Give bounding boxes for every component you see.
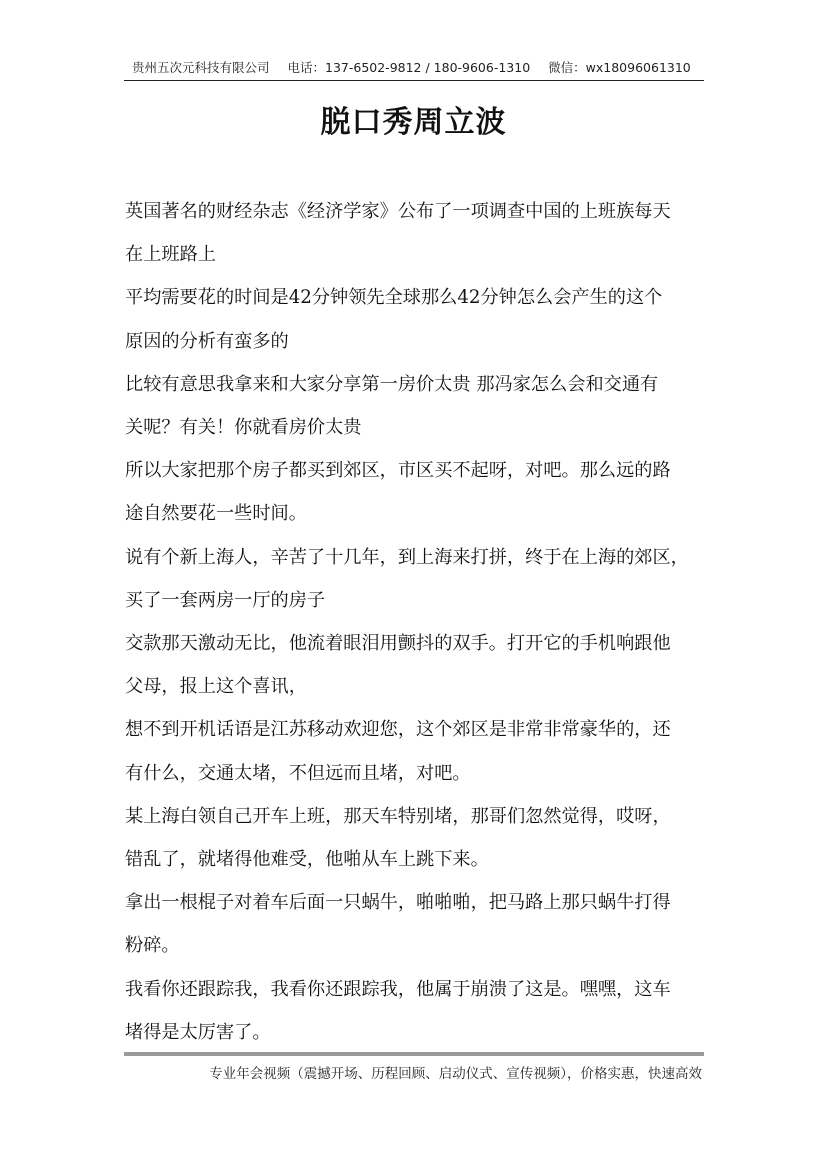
text-line: 所以大家把那个房子都买到郊区，市区买不起呀，对吧。那么远的路 — [125, 460, 671, 482]
text-line: 英国著名的财经杂志《经济学家》公布了一项调查中国的上班族每天 — [125, 201, 671, 222]
text-line: 在上班路上 — [125, 244, 216, 266]
text-line: 买了一套两房一厅的房子 — [125, 589, 326, 611]
text-line: 比较有意思我拿来和大家分享第一房价太贵 那冯家怎么会和交通有 — [125, 373, 659, 395]
text-line: 粉碎。 — [125, 935, 180, 957]
header-company: 贵州五次元科技有限公司 — [132, 60, 270, 75]
text-line: 途自然要花一些时间。 — [125, 503, 307, 525]
text-line: 原因的分析有蛮多的 — [125, 330, 289, 352]
header-wechat: 微信：wx18096061310 — [548, 60, 691, 75]
document-title: 脱口秀周立波 — [320, 105, 507, 140]
page-header — [124, 58, 704, 81]
text-line: 错乱了，就堵得他难受，他啪从车上跳下来。 — [125, 849, 489, 871]
document-body — [125, 190, 705, 1054]
footer-text: 专业年会视频（震撼开场、历程回顾、启动仪式、宣传视频），价格实惠，快速高效 — [209, 1066, 702, 1082]
text-line: 我看你还跟踪我，我看你还跟踪我，他属于崩溃了这是。嘿嘿，这车 — [125, 978, 671, 1000]
text-line: 交款那天激动无比，他流着眼泪用颤抖的双手。打开它的手机响跟他 — [125, 633, 671, 655]
text-line: 平均需要花的时间是42分钟领先全球那么42分钟怎么会产生的这个 — [125, 287, 663, 309]
header-phone: 电话：137-6502-9812 / 180-9606-1310 — [287, 60, 531, 75]
text-line: 父母，报上这个喜讯， — [125, 676, 307, 698]
text-line: 想不到开机话语是江苏移动欢迎您，这个郊区是非常非常豪华的，还 — [125, 719, 671, 741]
footer-divider — [124, 1052, 704, 1056]
text-line: 关呢？有关！你就看房价太贵 — [125, 417, 362, 439]
text-line: 某上海白领自己开车上班，那天车特别堵，那哥们忽然觉得，哎呀， — [125, 805, 671, 827]
text-line: 有什么，交通太堵，不但远而且堵，对吧。 — [125, 762, 471, 784]
text-line: 堵得是太厉害了。 — [125, 1021, 271, 1043]
text-line: 说有个新上海人，辛苦了十几年，到上海来打拼，终于在上海的郊区， — [125, 546, 689, 568]
text-line: 拿出一根棍子对着车后面一只蜗牛，啪啪啪，把马路上那只蜗牛打得 — [125, 892, 671, 914]
